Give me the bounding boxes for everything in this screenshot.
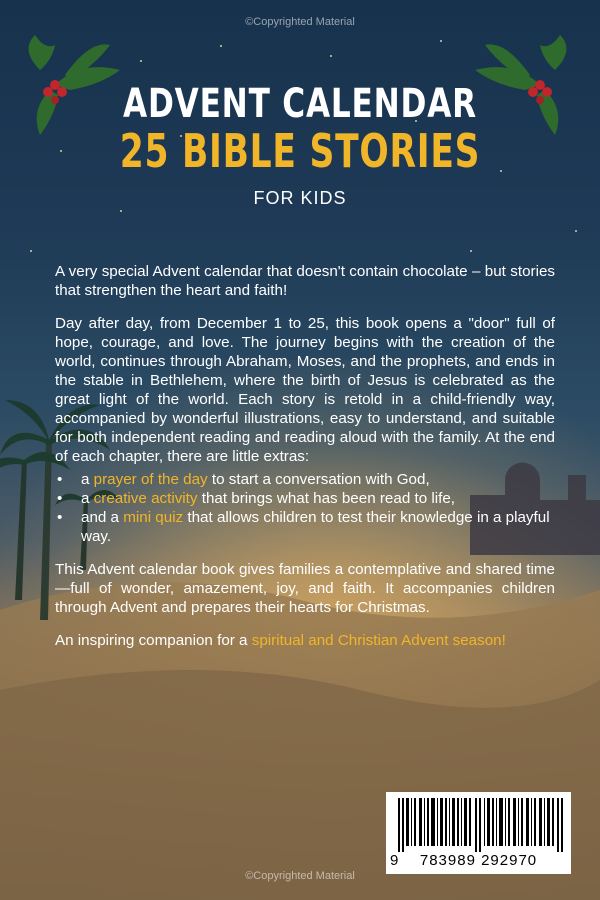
title-line-1: ADVENT CALENDAR xyxy=(123,81,477,127)
intro-paragraph: A very special Advent calendar that doesn't contain chocolate – but stories that strengthen the heart and faith! xyxy=(55,263,555,299)
isbn-barcode xyxy=(386,792,571,874)
copyright-watermark-top: ©Copyrighted Material xyxy=(245,16,355,28)
subtitle: FOR KIDS xyxy=(253,188,347,208)
description-paragraph: Day after day, from December 1 to 25, this book opens a "door" full of hope, courage, and love. The journey begins with the creation of the world, continues through Abraham, Moses, and the prophets, and ends in the stable in Bethlehem, where the birth of Jesus is celebrated as the great light of the world. Each story is retold in a child-friendly way, accompanied by wonderful illustrations, easy to understand, and suitable for both independent reading and reading aloud with the family. At the end of each chapter, there are little extras: xyxy=(55,315,555,465)
list-item: • and a mini quiz that allows children to test their knowledge in a playful way. xyxy=(55,508,555,546)
barcode-bars xyxy=(398,798,563,852)
title-block xyxy=(0,82,600,209)
blurb xyxy=(55,262,555,664)
list-item: • a prayer of the day to start a conversation with God, xyxy=(55,470,555,489)
closing-paragraph: This Advent calendar book gives families a contemplative and shared time—full of wonder, amazement, joy, and faith. It accompanies children through Advent and prepares their hearts for Christmas. xyxy=(55,561,555,616)
copyright-watermark-bottom: ©Copyrighted Material xyxy=(245,870,355,882)
barcode-number: 783989 292970 xyxy=(419,852,538,869)
list-item: • a creative activity that brings what has been read to life, xyxy=(55,489,555,508)
tagline: An inspiring companion for a spiritual and Christian Advent season! xyxy=(55,632,506,649)
title-line-2: 25 BIBLE STORIES xyxy=(119,124,481,178)
extras-list xyxy=(55,470,555,546)
barcode-lead-digit: 9 xyxy=(390,852,399,869)
